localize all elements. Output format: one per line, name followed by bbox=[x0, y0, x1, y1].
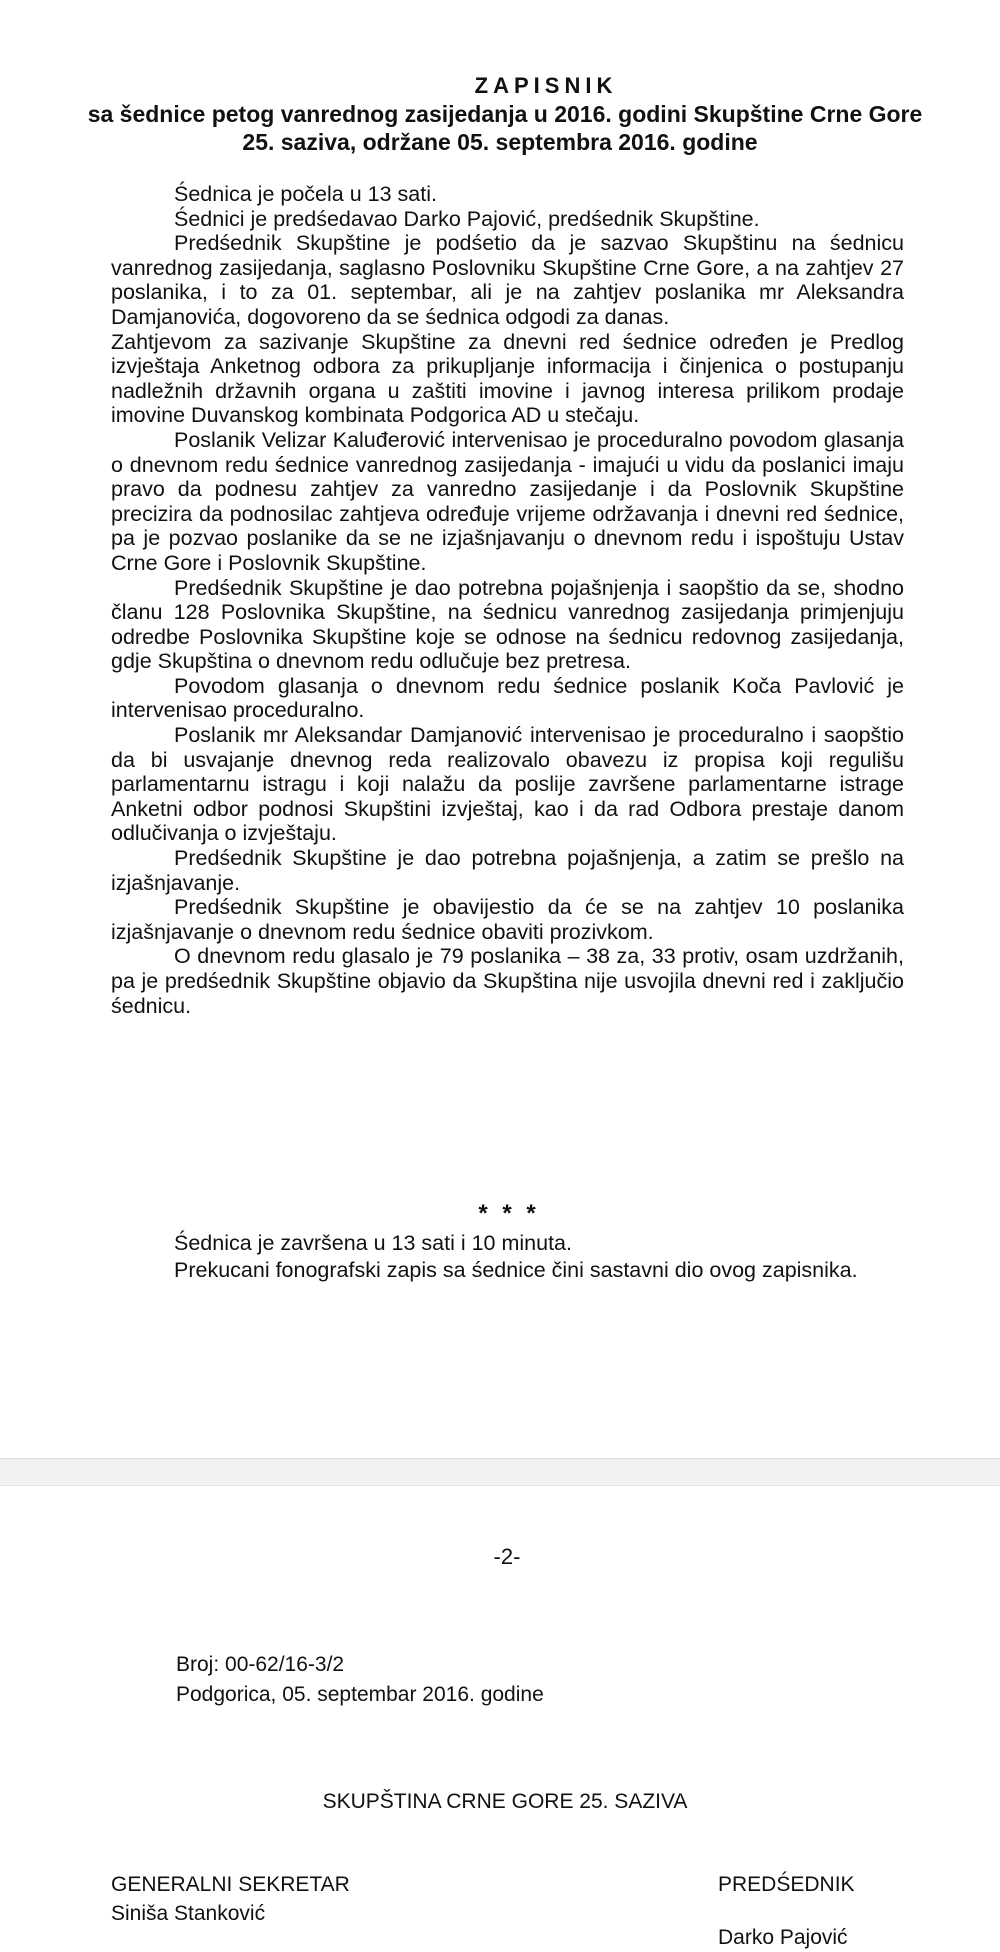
paragraph-president-clarification: Predśednik Skupštine je dao potrebna pojašnjenja i saopštio da se, shodno članu 128 Poslovnika Skupštine, na śednicu vanrednog zasijedanja primjenjuju odredbe Poslovnika Skupštine koje se odnose na śednicu redovnog zasijedanja, gdje Skupština o dnevnom redu odlučuje bez pretresa. bbox=[111, 575, 904, 674]
institution-name: SKUPŠTINA CRNE GORE 25. SAZIVA bbox=[322, 1790, 688, 1813]
paragraph-roll-call: Predśednik Skupštine je obavijestio da će se na zahtjev 10 poslanika izjašnjavanje o dnevnom redu śednice obaviti prozivkom. bbox=[111, 895, 904, 944]
signature-left bbox=[111, 1870, 350, 1928]
closing-end-time: Śednica je završena u 13 sati i 10 minuta. bbox=[174, 1231, 572, 1255]
document-title: ZAPISNIK bbox=[474, 73, 618, 98]
signature-right bbox=[718, 1870, 855, 1952]
page-number: -2- bbox=[493, 1544, 521, 1569]
signature-right-title: PREDŚEDNIK bbox=[718, 1873, 855, 1896]
closing-section bbox=[111, 1230, 904, 1284]
document-subtitle-line1: sa šednice petog vanrednog zasijedanja u 2016. godini Skupštine Crne Gore bbox=[87, 101, 923, 127]
closing-transcript-note: Prekucani fonografski zapis sa śednice čini sastavni dio ovog zapisnika. bbox=[174, 1258, 858, 1282]
document-subtitle-line2: 25. saziva, održane 05. septembra 2016. godine bbox=[242, 129, 758, 155]
paragraph-vote-result: O dnevnom redu glasalo je 79 poslanika – 38 za, 33 protiv, osam uzdržanih, pa je predśednik Skupštine objavio da Skupština nije usvojila dnevni red i zaključio śednicu. bbox=[111, 944, 904, 1018]
paragraph-kaluderovic: Poslanik Velizar Kaluđerović intervenisao je proceduralno povodom glasanja o dnevnom redu śednice vanrednog zasijedanja - imajući u vidu da poslanici imaju pravo da podnesu zahtjev za vanredno zasijedanje i da Poslovnik Skupštine precizira da podnosilac zahtjeva određuje vrijeme održavanja i dnevni red śednice, pa je pozvao poslanike da se ne izjašnjavanju o dnevnom redu i ispoštuju Ustav Crne Gore i Poslovnik Skupštine. bbox=[111, 427, 904, 575]
signature-right-name: Darko Pajović bbox=[718, 1926, 848, 1949]
paragraph-convocation: Predśednik Skupštine je podśetio da je sazvao Skupštinu na śednicu vanrednog zasijedanja, saglasno Poslovniku Skupštine Crne Gore, a na zahtjev 27 poslanika, i to za 01. septembar, ali je na zahtjev poslanika mr Aleksandra Damjanovića, dogovoreno da se śednica odgodi za danas. bbox=[111, 231, 904, 329]
paragraph-damjanovic: Poslanik mr Aleksandar Damjanović intervenisao je proceduralno i saopštio da bi usvajanje dnevnog reda realizovalo obavezu iz propisa koji regulišu parlamentarnu istragu i koji nalažu da poslije završene parlamentarne istrage Anketni odbor podnosi Skupštini izvještaj, kao i da rad Odbora prestaje danom odlučivanja o izvještaju. bbox=[111, 723, 904, 846]
signature-left-name: Siniša Stanković bbox=[111, 1902, 266, 1925]
section-separator: * * * bbox=[478, 1200, 540, 1227]
paragraph-chair: Śednici je predśedavao Darko Pajović, predśednik Skupštine. bbox=[174, 206, 760, 231]
signature-left-title: GENERALNI SEKRETAR bbox=[111, 1873, 350, 1896]
document-reference bbox=[176, 1650, 544, 1710]
reference-number: Broj: 00-62/16-3/2 bbox=[176, 1653, 345, 1676]
page-break-divider bbox=[0, 1458, 1000, 1486]
minutes-body bbox=[111, 182, 904, 1018]
document-header bbox=[0, 72, 1000, 156]
reference-place-date: Podgorica, 05. septembar 2016. godine bbox=[176, 1683, 544, 1706]
paragraph-pavlovic: Povodom glasanja o dnevnom redu śednice poslanik Koča Pavlović je intervenisao proceduralno. bbox=[111, 673, 904, 723]
paragraph-vote-start: Predśednik Skupštine je dao potrebna pojašnjenja, a zatim se prešlo na izjašnjavanje. bbox=[111, 846, 904, 895]
paragraph-start-time: Śednica je počela u 13 sati. bbox=[174, 182, 437, 206]
paragraph-agenda-request: Zahtjevom za sazivanje Skupštine za dnevni red śednice određen je Predlog izvještaja Anketnog odbora za prikupljanje informacija i činjenica o postupanju nadležnih državnih organa u zaštiti imovine i javnog interesa prilikom prodaje imovine Duvanskog kombinata Podgorica AD u stečaju. bbox=[111, 329, 904, 428]
